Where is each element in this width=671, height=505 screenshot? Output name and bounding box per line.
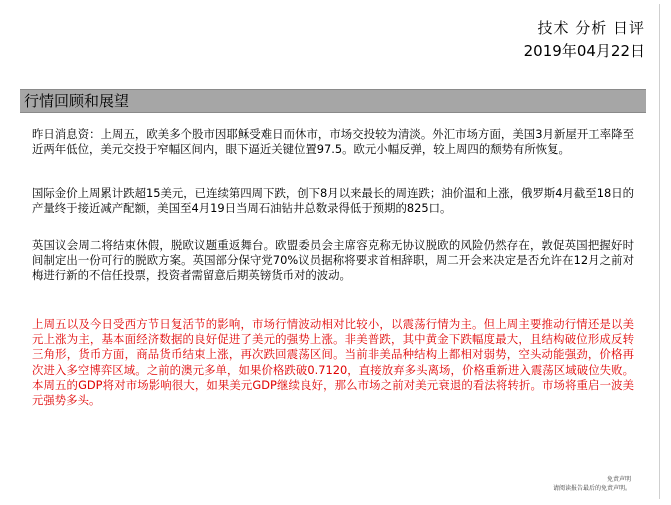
report-header	[524, 18, 645, 62]
report-type: 技术 分析 日评	[537, 19, 645, 37]
disclaimer-note: 请阅读报告最后的免责声明。	[552, 485, 631, 492]
paragraph-commodities: 国际金价上周累计跌超15美元，已连续第四周下跌，创下8月以来最长的周连跌；油价温和上涨，俄罗斯4月截至18日的产量终于接近减产配额，美国至4月19日当周石油钻井总数录得低于预期的825口。	[32, 186, 634, 216]
disclaimer-footer	[553, 475, 631, 493]
section-header-bar	[20, 89, 646, 113]
report-date: 2019年04月22日	[523, 42, 645, 60]
paragraph-market-news: 昨日消息资：上周五，欧美多个股市因耶稣受难日而休市，市场交投较为清淡。外汇市场方面，美国3月新屋开工率降至近两年低位，美元交投于窄幅区间内，眼下逼近关键位置97.5。欧元小幅反弹，较上周四的颓势有所恢复。	[32, 127, 634, 157]
paragraph-outlook-analysis: 上周五以及今日受西方节日复活节的影响，市场行情波动相对比较小，以震荡行情为主。但上周主要推动行情还是以美元上涨为主，基本面经济数据的良好促进了美元的强势上涨。非美普跌，其中黄金下跌幅度最大，且结构破位形成反转三角形，货币方面，商品货币结束上涨，再次跌回震荡区间。当前非美品种结构上都相对弱势，空头动能强劲，价格再次进入多空博弈区域。之前的澳元多单，如果价格跌破0.7120，直接放弃多头离场，价格重新进入震荡区域破位失败。本周五的GDP将对市场影响很大，如果美元GDP继续良好，那么市场之前对美元衰退的看法将转折。市场将重启一波美元强势多头。	[32, 317, 634, 408]
section-title: 行情回顾和展望	[24, 92, 130, 110]
disclaimer-title: 免责声明	[606, 476, 631, 483]
paragraph-brexit: 英国议会周二将结束休假，脱欧议题重返舞台。欧盟委员会主席容克称无协议脱欧的风险仍然存在，敦促英国把握好时间制定出一份可行的脱欧方案。英国部分保守党70%议员据称将要求首相辞职，周二开会来决定是否允许在12月之前对梅进行新的不信任投票，投资者需留意后期英镑货币对的波动。	[32, 238, 634, 283]
